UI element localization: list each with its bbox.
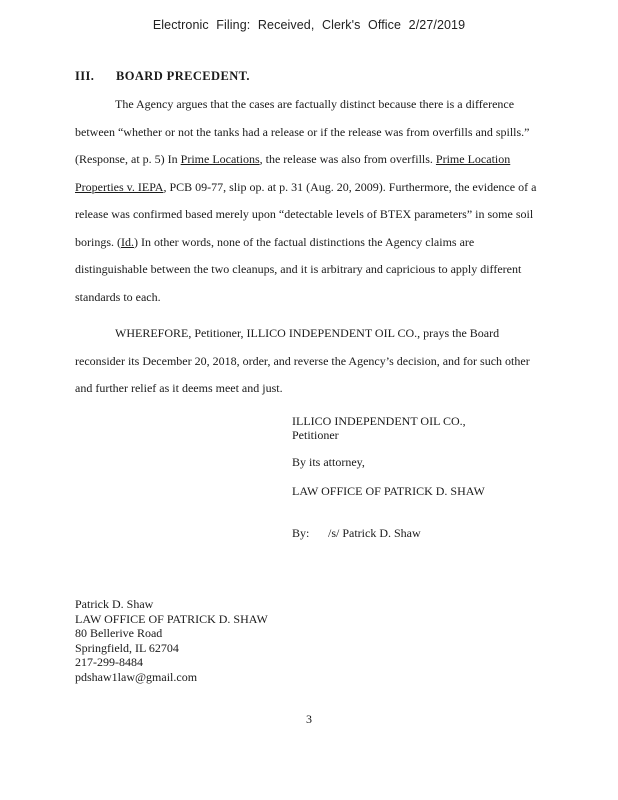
- paragraph-text: The Agency argues that the cases are factually distinct because there is a difference between “whether or not the tanks had a release or if the release was from overfills and spills.” (Response, at p. 5) In: [75, 97, 530, 166]
- attorney-city: Springfield, IL 62704: [75, 640, 179, 655]
- section-title: BOARD PRECEDENT.: [116, 69, 250, 83]
- body-paragraph-precedent: [75, 91, 543, 311]
- signature-firm: LAW OFFICE OF PATRICK D. SHAW: [292, 484, 485, 498]
- filing-stamp: Electronic Filing: Received, Clerk's Office 2/27/2019: [152, 18, 466, 32]
- attorney-street: 80 Bellerive Road: [75, 626, 163, 641]
- page-number: 3: [306, 712, 312, 726]
- body-paragraph-wherefore: [75, 320, 543, 403]
- signature-by-attorney: By its attorney,: [292, 455, 365, 469]
- paragraph-text: WHEREFORE, Petitioner, ILLICO INDEPENDENT OIL CO., prays the Board reconsider its December 20, 2018, order, and reverse the Agency’s decision, and for such other and further relief as it deems meet and just.: [75, 326, 530, 395]
- paragraph-text: , PCB 09-77, slip op. at p. 31 (Aug. 20, 2009). Furthermore, the evidence of a release was confirmed based merely upon “detectable levels of BTEX parameters” in some soil borings. (: [75, 179, 537, 249]
- case-citation-prime-locations: Prime Locations: [180, 152, 260, 166]
- section-heading: [75, 69, 250, 84]
- party-role: Petitioner: [292, 428, 339, 442]
- attorney-name: Patrick D. Shaw: [75, 597, 154, 611]
- citation-id: Id.: [121, 234, 134, 249]
- attorney-email: pdshaw1law@gmail.com: [75, 669, 198, 684]
- by-label: By:: [292, 526, 310, 540]
- section-number: III.: [75, 69, 95, 83]
- signature-name: /s/ Patrick D. Shaw: [328, 526, 421, 540]
- signature-party: [292, 414, 466, 442]
- case-citation-prime-location-properties: Prime Location Properties v. IEPA: [75, 152, 511, 194]
- paragraph-text: , the release was also from overfills.: [259, 152, 436, 166]
- attorney-address-block: [75, 597, 268, 685]
- paragraph-text: ) In other words, none of the factual distinctions the Agency claims are distinguishable between the two cleanups, and it is arbitrary and capricious to apply different standards to each.: [75, 234, 522, 304]
- attorney-phone: 217-299-8484: [75, 655, 143, 670]
- signature-line: [292, 526, 421, 541]
- party-name: ILLICO INDEPENDENT OIL CO.,: [292, 414, 466, 428]
- attorney-firm: LAW OFFICE OF PATRICK D. SHAW: [75, 611, 268, 626]
